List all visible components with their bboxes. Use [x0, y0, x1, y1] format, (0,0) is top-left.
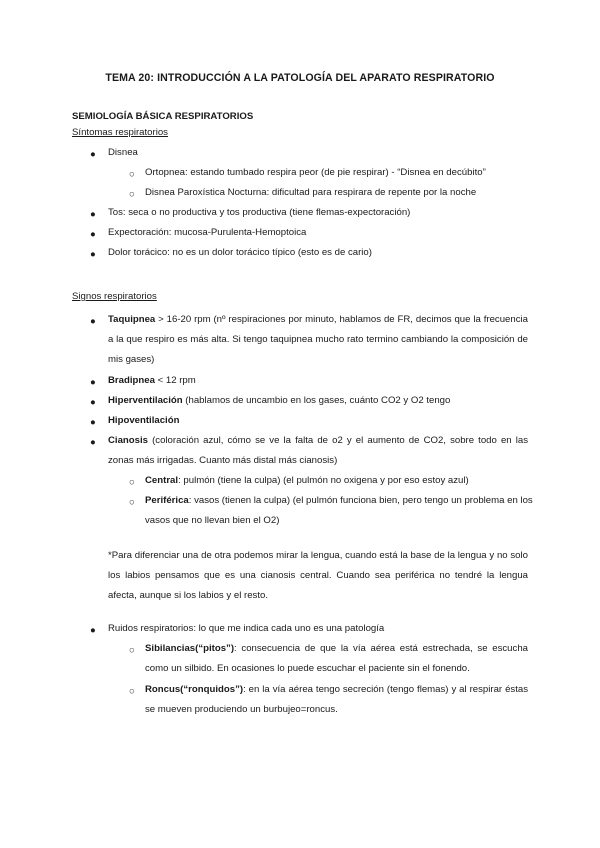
cianosis-central: [145, 471, 469, 491]
sintoma-tos: Tos: seca o no productiva y tos productiva (tiene flemas-expectoración): [108, 207, 411, 218]
bullet-icon: ●: [90, 249, 96, 260]
bullet-icon: ●: [90, 209, 96, 220]
bullet-icon: ●: [90, 316, 96, 327]
sub-bullet-icon: ○: [129, 497, 135, 508]
bullet-icon: ●: [90, 437, 96, 448]
sintoma-dpn: Disnea Paroxística Nocturna: dificultad para respirara de repente por la noche: [145, 187, 477, 198]
sub-bullet-icon: ○: [129, 645, 135, 656]
cianosis-text: (coloración azul, cómo se ve la falta de o2 y el aumento de CO2, sobre todo en las zonas más irrigadas. Cuanto más distal más cianosis): [108, 435, 528, 466]
roncus-term: Roncus(“ronquidos”): [145, 684, 244, 695]
sibilancias-text: : consecuencia de que la vía aérea está estrechada, se escucha como un silbido. En ocasiones lo puede escuchar el paciente sin el fonendo.: [145, 643, 528, 674]
cianosis-note: *Para diferenciar una de otra podemos mirar la lengua, cuando está la base de la lengua y no solo los labios pensamos que es una cianosis central. Cuando sea periférica no tendré la lengua afecta, aunque si los labios y el resto.: [108, 550, 528, 601]
signos-heading: Signos respiratorios: [72, 291, 157, 302]
taquipnea-term: Taquipnea: [108, 314, 156, 325]
section-title: SEMIOLOGÍA BÁSICA RESPIRATORIOS: [72, 111, 254, 122]
bullet-icon: ●: [90, 397, 96, 408]
ruido-sibilancias: [145, 639, 528, 679]
cianosis-term: Cianosis: [108, 435, 148, 446]
signo-hiperventilacion: [108, 391, 450, 411]
sub-bullet-icon: ○: [129, 477, 135, 488]
sintomas-heading: Síntomas respiratorios: [72, 127, 168, 138]
sub-bullet-icon: ○: [129, 686, 135, 697]
sub-bullet-icon: ○: [129, 169, 135, 180]
hiperventilacion-text: (hablamos de uncambio en los gases, cuánto CO2 y O2 tengo: [182, 395, 451, 406]
periferica-text: : vasos (tienen la culpa) (el pulmón funciona bien, pero tengo un problema en los vasos que no llevan bien el O2): [145, 495, 533, 526]
taquipnea-text: > 16-20 rpm (nº respiraciones por minuto, hablamos de FR, decimos que la frecuencia a la que respiro es más alta. Si tengo taquipnea mucho rato termino cambiando la composición de mis gases): [108, 314, 528, 365]
sintoma-ortopnea: Ortopnea: estando tumbado respira peor (de pie respirar) - “Disnea en decúbito”: [145, 167, 486, 178]
bullet-icon: ●: [90, 377, 96, 388]
bullet-icon: ●: [90, 149, 96, 160]
sintoma-expectoracion: Expectoración: mucosa-Purulenta-Hemoptoica: [108, 227, 307, 238]
central-text: : pulmón (tiene la culpa) (el pulmón no oxigena y por eso estoy azul): [178, 475, 469, 486]
bradipnea-term: Bradipnea: [108, 375, 155, 386]
bradipnea-text: < 12 rpm: [154, 375, 196, 386]
bullet-icon: ●: [90, 229, 96, 240]
signo-hipoventilacion: [108, 411, 179, 431]
hipoventilacion-term: Hipoventilación: [108, 415, 180, 426]
bullet-icon: ●: [90, 417, 96, 428]
signo-bradipnea: [108, 371, 196, 391]
cianosis-periferica: [145, 491, 535, 531]
bullet-icon: ●: [90, 625, 96, 636]
ruido-roncus: [145, 680, 528, 720]
sintoma-dolor: Dolor torácico: no es un dolor torácico típico (esto es de cario): [108, 247, 372, 258]
signo-taquipnea: [108, 310, 528, 370]
ruidos-intro: Ruidos respiratorios: lo que me indica cada uno es una patología: [108, 623, 385, 634]
periferica-term: Periférica: [145, 495, 189, 506]
sibilancias-term: Sibilancias(“pitos”): [145, 643, 235, 654]
sintoma-disnea: Disnea: [108, 147, 138, 158]
roncus-text: : en la vía aérea tengo secreción (tengo flemas) y al respirar éstas se mueven produciendo un burbujeo=roncus.: [145, 684, 528, 715]
signo-cianosis: [108, 431, 528, 471]
sub-bullet-icon: ○: [129, 189, 135, 200]
page-title: TEMA 20: INTRODUCCIÓN A LA PATOLOGÍA DEL APARATO RESPIRATORIO: [105, 72, 495, 84]
hiperventilacion-term: Hiperventilación: [108, 395, 183, 406]
central-term: Central: [145, 475, 179, 486]
